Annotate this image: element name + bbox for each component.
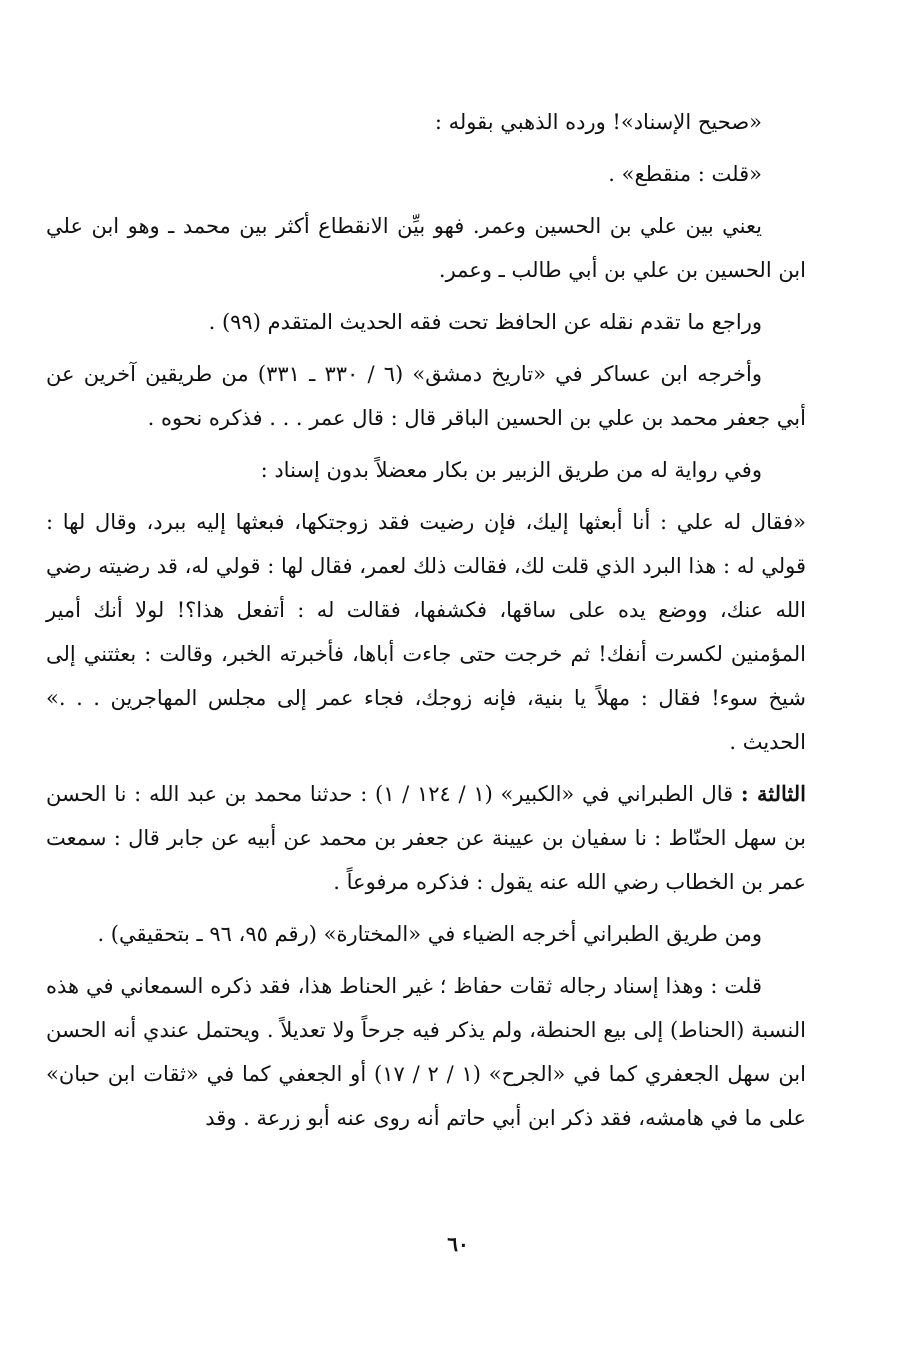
paragraph-10	[46, 964, 806, 1140]
paragraph-quote-text: «فقال له علي : أنا أبعثها إليك، فإن رضيت فقد زوجتكها، فبعثها إليه ببرد، وقال لها : قولي له : هذا البرد الذي قلت لك، فقالت ذلك لعمر، فقال لها : قولي له، قد رضيته رضي الله عنك، ووضع يده على ساقها، فكشفها، فقالت له : أتفعل هذا؟! لولا أنك أمير المؤمنين لكسرت أنفك! ثم خرجت حتى جاءت أباها، فأخبرته الخبر، وقالت : بعثتني إلى شيخ سوء! فقال : مهلاً يا بنية، فإنه زوجك، فجاء عمر إلى مجلس المهاجرين . . .» الحديث .	[46, 510, 806, 754]
paragraph-5	[46, 352, 806, 440]
paragraph-4-text: وراجع ما تقدم نقله عن الحافظ تحت فقه الحديث المتقدم (٩٩) .	[208, 310, 762, 334]
paragraph-quote	[46, 500, 806, 764]
paragraph-third-narration-text: قال الطبراني في «الكبير» (١ / ١٢٤ / ١) : حدثنا محمد بن عبد الله : نا الحسن بن سهل الحنّاط : نا سفيان بن عيينة عن جعفر بن محمد عن أبيه عن جابر قال : سمعت عمر بن الخطاب رضي الله عنه يقول : فذكره مرفوعاً .	[46, 782, 806, 894]
paragraph-9-text: ومن طريق الطبراني أخرجه الضياء في «المختارة» (رقم ٩٥، ٩٦ ـ بتحقيقي) .	[97, 922, 762, 946]
page-body	[46, 100, 806, 1148]
paragraph-third-narration	[46, 772, 806, 904]
paragraph-4	[46, 300, 806, 344]
page-number: ٦٠	[447, 1232, 469, 1256]
paragraph-2-text: «قلت : منقطع» .	[608, 162, 762, 186]
paragraph-6	[46, 448, 806, 492]
paragraph-5-text: وأخرجه ابن عساكر في «تاريخ دمشق» (٦ / ٣٣٠ ـ ٣٣١) من طريقين آخرين عن أبي جعفر محمد بن علي بن الحسين الباقر قال : قال عمر . . . فذكره نحوه .	[46, 362, 806, 430]
paragraph-10-text: قلت : وهذا إسناد رجاله ثقات حفاظ ؛ غير الحناط هذا، فقد ذكره السمعاني في هذه النسبة (الحناط) إلى بيع الحنطة، ولم يذكر فيه جرحاً ولا تعديلاً . ويحتمل عندي أنه الحسن ابن سهل الجعفري كما في «الجرح» (١ / ٢ / ١٧) أو الجعفي كما في «ثقات ابن حبان» على ما في هامشه، فقد ذكر ابن أبي حاتم أنه روى عنه أبو زرعة . وقد	[46, 974, 806, 1130]
paragraph-9	[46, 912, 806, 956]
paragraph-3-text: يعني بين علي بن الحسين وعمر. فهو بيِّن الانقطاع أكثر بين محمد ـ وهو ابن علي ابن الحسين بن علي بن أبي طالب ـ وعمر.	[46, 214, 806, 282]
paragraph-3	[46, 204, 806, 292]
paragraph-2	[46, 152, 806, 196]
paragraph-1-text: «صحيح الإسناد»! ورده الذهبي بقوله :	[434, 110, 762, 134]
paragraph-1	[46, 100, 806, 144]
paragraph-6-text: وفي رواية له من طريق الزبير بن بكار معضلاً بدون إسناد :	[260, 458, 762, 482]
section-lead-label: الثالثة :	[740, 781, 806, 806]
